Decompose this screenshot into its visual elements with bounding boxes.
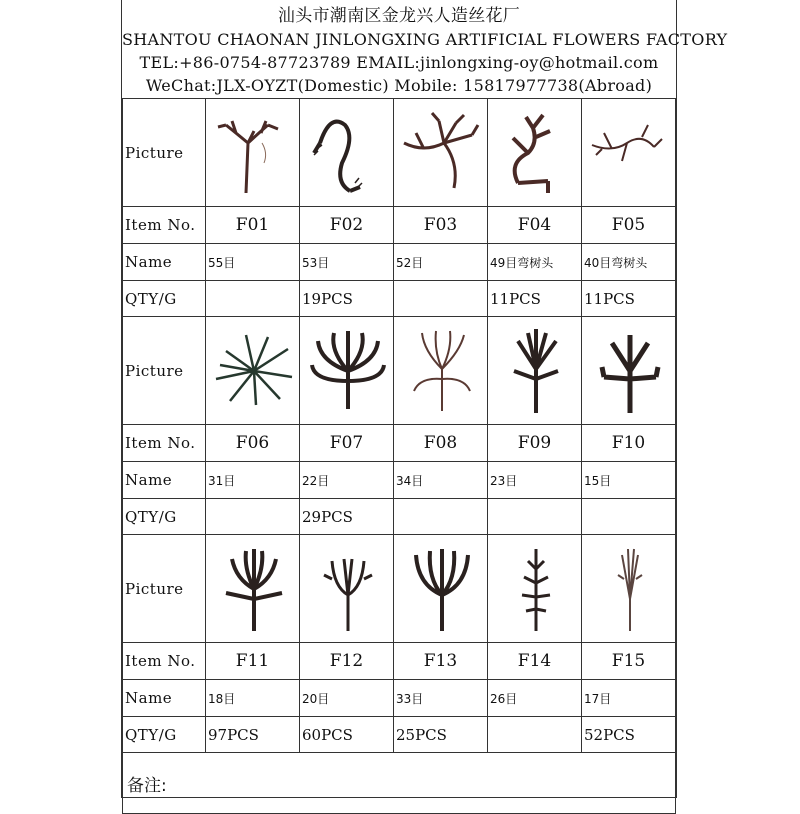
item-name: 31目 — [206, 462, 300, 499]
spider-branch-icon — [206, 321, 299, 421]
product-table — [122, 98, 676, 814]
product-picture — [394, 535, 488, 643]
factory-name-cn: 汕头市潮南区金龙兴人造丝花厂 — [277, 6, 521, 26]
product-picture — [206, 535, 300, 643]
tree-branch-icon — [300, 539, 393, 639]
quantity-row — [123, 717, 676, 753]
item-name: 23目 — [488, 462, 582, 499]
tree-branch-icon — [394, 539, 487, 639]
product-picture — [206, 317, 300, 425]
product-picture — [488, 99, 582, 207]
item-name: 18目 — [206, 680, 300, 717]
qty-label: QTY/G — [123, 499, 206, 535]
item-code: F12 — [300, 643, 394, 680]
item-code: F11 — [206, 643, 300, 680]
item-code: F10 — [582, 425, 676, 462]
tree-branch-icon — [394, 321, 487, 421]
item-quantity — [394, 281, 488, 317]
contact-line: TEL:+86-0754-87723789 EMAIL:jinlongxing-oy@hotmail.com — [139, 53, 659, 72]
item-name: 53目 — [300, 244, 394, 281]
product-picture — [300, 535, 394, 643]
quantity-row — [123, 499, 676, 535]
item-quantity: 60PCS — [300, 717, 394, 753]
item-name: 34目 — [394, 462, 488, 499]
item-label: Item No. — [123, 425, 206, 462]
item-quantity — [206, 499, 300, 535]
item-name: 52目 — [394, 244, 488, 281]
picture-row — [123, 317, 676, 425]
name-row — [123, 680, 676, 717]
item-number-row — [123, 207, 676, 244]
picture-label: Picture — [123, 317, 206, 425]
product-picture — [582, 99, 676, 207]
item-code: F01 — [206, 207, 300, 244]
item-quantity — [206, 281, 300, 317]
item-name: 55目 — [206, 244, 300, 281]
product-picture — [488, 317, 582, 425]
bent-tree-head-icon — [488, 103, 581, 203]
product-picture — [488, 535, 582, 643]
item-name: 15目 — [582, 462, 676, 499]
name-label: Name — [123, 680, 206, 717]
item-name: 17目 — [582, 680, 676, 717]
item-name: 49目弯树头 — [488, 244, 582, 281]
branch-icon — [394, 103, 487, 203]
product-picture — [582, 317, 676, 425]
picture-label: Picture — [123, 535, 206, 643]
item-quantity: 29PCS — [300, 499, 394, 535]
item-code: F08 — [394, 425, 488, 462]
item-name: 40目弯树头 — [582, 244, 676, 281]
item-code: F07 — [300, 425, 394, 462]
factory-name-en: SHANTOU CHAONAN JINLONGXING ARTIFICIAL FLOWERS FACTORY — [122, 30, 728, 49]
product-picture — [394, 99, 488, 207]
item-code: F14 — [488, 643, 582, 680]
catalog-sheet — [121, 0, 728, 798]
item-quantity — [582, 499, 676, 535]
item-number-row — [123, 425, 676, 462]
picture-label: Picture — [123, 99, 206, 207]
bent-tree-head-icon — [582, 103, 675, 203]
item-quantity: 25PCS — [394, 717, 488, 753]
product-picture — [300, 317, 394, 425]
item-label: Item No. — [123, 207, 206, 244]
qty-label: QTY/G — [123, 281, 206, 317]
picture-row — [123, 99, 676, 207]
item-code: F15 — [582, 643, 676, 680]
item-name: 20目 — [300, 680, 394, 717]
remark-label: 备注: — [123, 753, 676, 814]
item-quantity: 19PCS — [300, 281, 394, 317]
picture-row — [123, 535, 676, 643]
item-label: Item No. — [123, 643, 206, 680]
item-code: F03 — [394, 207, 488, 244]
name-label: Name — [123, 244, 206, 281]
name-row — [123, 244, 676, 281]
item-name: 33目 — [394, 680, 488, 717]
item-quantity: 97PCS — [206, 717, 300, 753]
remark-row — [123, 753, 676, 814]
wechat-line: WeChat:JLX-OYZT(Domestic) Mobile: 15817977738(Abroad) — [145, 76, 653, 95]
item-code: F02 — [300, 207, 394, 244]
tree-branch-icon — [582, 321, 675, 421]
tree-branch-icon — [488, 539, 581, 639]
curly-branch-icon — [300, 103, 393, 203]
item-name: 26目 — [488, 680, 582, 717]
item-quantity: 52PCS — [582, 717, 676, 753]
tree-branch-icon — [582, 539, 675, 639]
item-code: F09 — [488, 425, 582, 462]
bush-branch-icon — [300, 321, 393, 421]
item-code: F04 — [488, 207, 582, 244]
quantity-row — [123, 281, 676, 317]
item-quantity — [488, 717, 582, 753]
item-code: F13 — [394, 643, 488, 680]
branch-icon — [206, 103, 299, 203]
item-number-row — [123, 643, 676, 680]
name-row — [123, 462, 676, 499]
product-picture — [206, 99, 300, 207]
qty-label: QTY/G — [123, 717, 206, 753]
item-code: F06 — [206, 425, 300, 462]
item-code: F05 — [582, 207, 676, 244]
product-picture — [300, 99, 394, 207]
item-quantity — [488, 499, 582, 535]
item-quantity: 11PCS — [488, 281, 582, 317]
tree-branch-icon — [206, 539, 299, 639]
tree-branch-icon — [488, 321, 581, 421]
item-quantity — [394, 499, 488, 535]
factory-header — [122, 0, 728, 99]
product-picture — [394, 317, 488, 425]
product-picture — [582, 535, 676, 643]
name-label: Name — [123, 462, 206, 499]
item-quantity: 11PCS — [582, 281, 676, 317]
item-name: 22目 — [300, 462, 394, 499]
